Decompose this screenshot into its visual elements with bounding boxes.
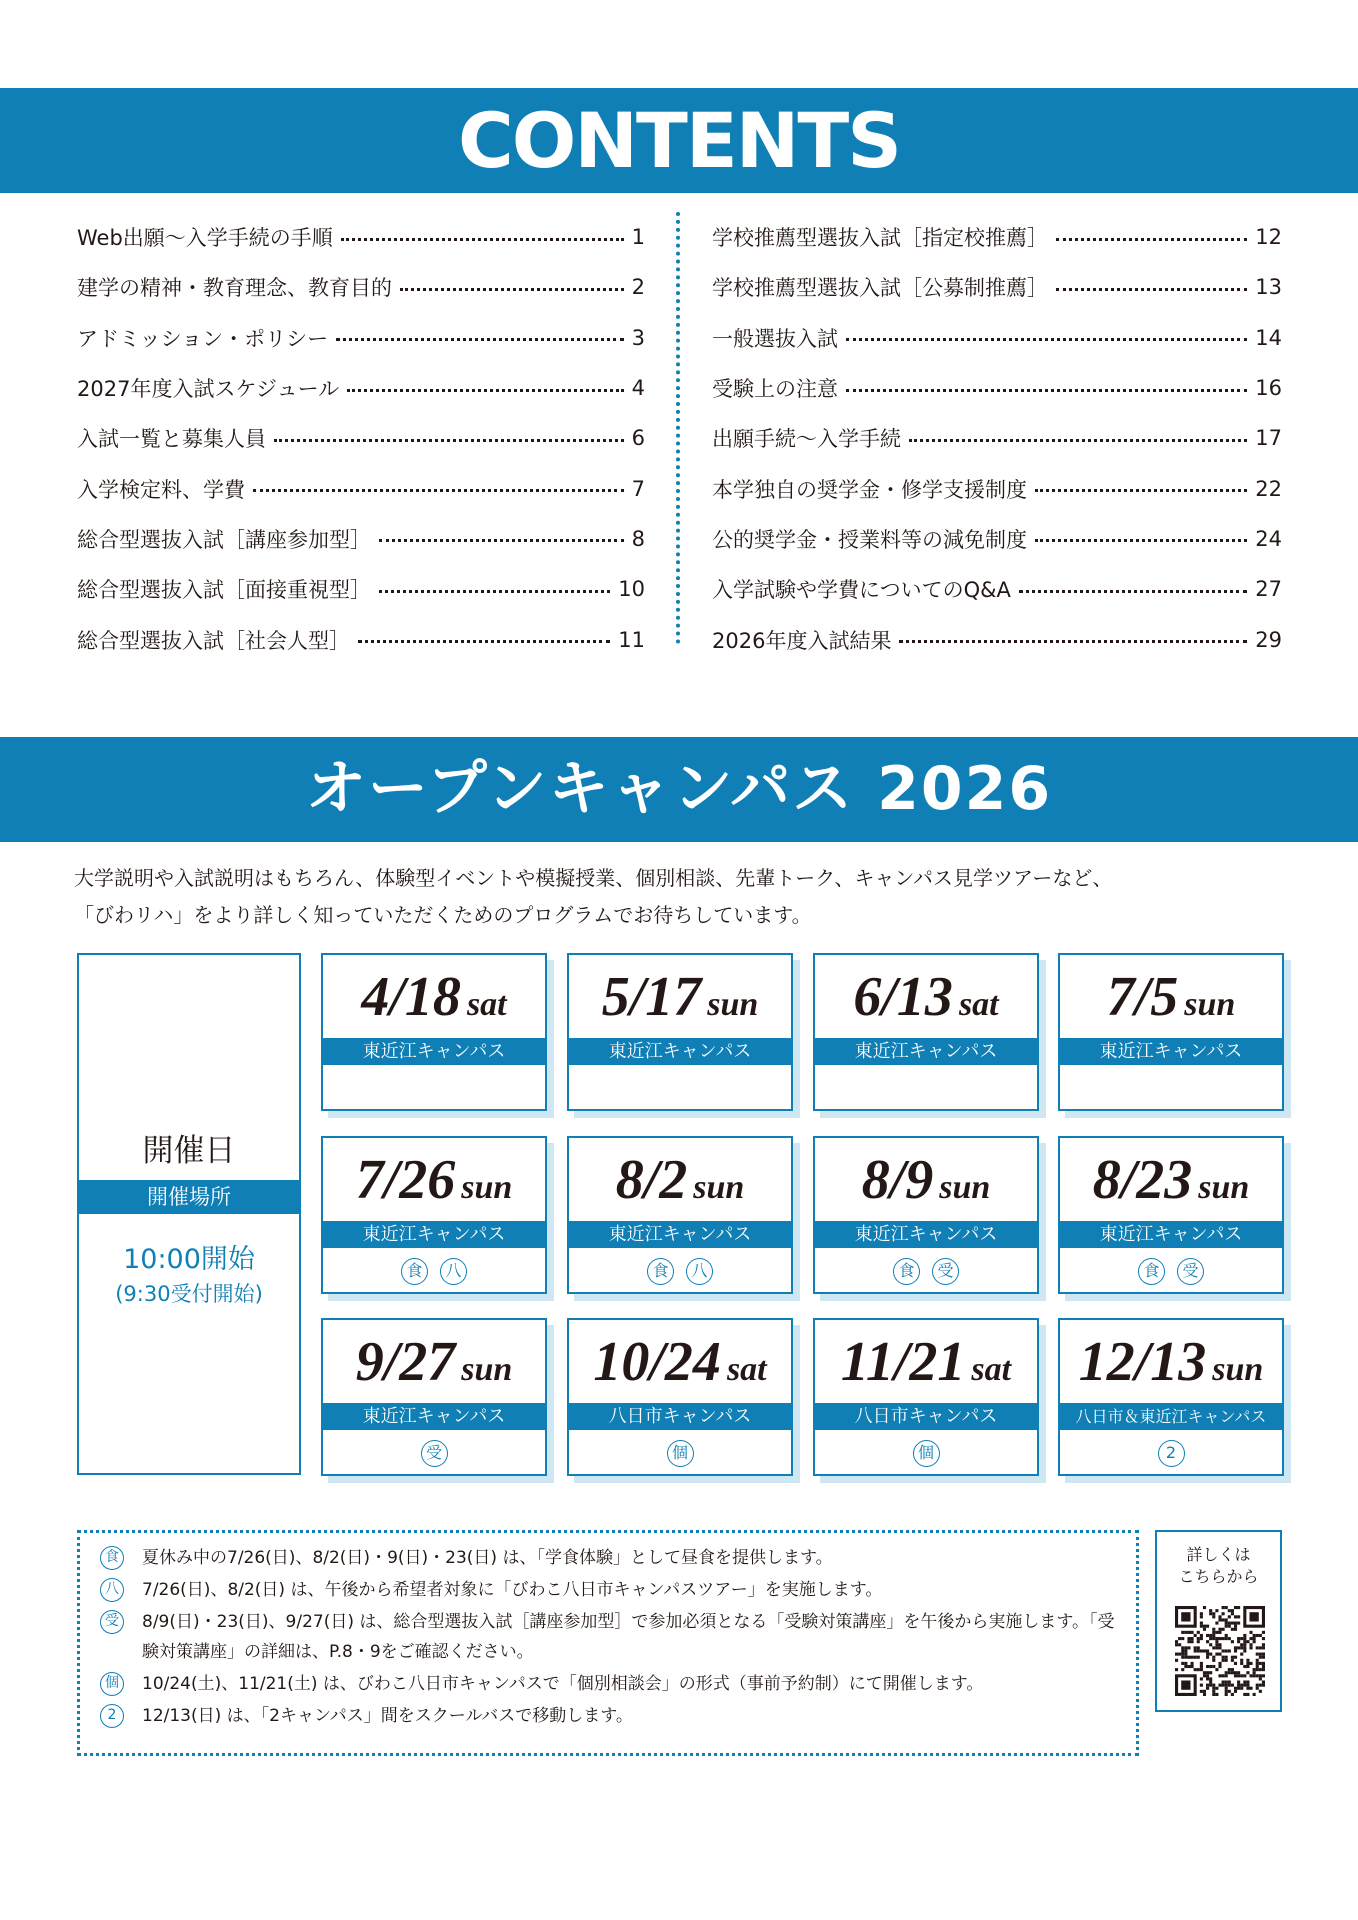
toc-item-page: 27	[1255, 577, 1282, 602]
toc-item-title: 2026年度入試結果	[712, 628, 892, 653]
note-item	[100, 1543, 1122, 1573]
toc-leader-dots	[379, 539, 624, 542]
toc-item[interactable]	[77, 212, 645, 262]
event-icons	[569, 1440, 791, 1467]
toc-item-title: 総合型選抜入試［面接重視型］	[77, 578, 371, 603]
note-text: 12/13(日) は、「2キャンパス」間をスクールバスで移動します。	[142, 1706, 633, 1726]
event-date-card	[813, 953, 1039, 1111]
note-text: 8/9(日)・23(日)、9/27(日) は、総合型選抜入試［講座参加型］で参加必須となる「受験対策講座」を午後から実施します。「受験対策講座」の詳細は、P.8・9をご確認ください。	[142, 1612, 1115, 1662]
toc-item-title: アドミッション・ポリシー	[77, 326, 329, 351]
toc-item-page: 13	[1255, 275, 1282, 300]
toc-item[interactable]	[712, 564, 1282, 614]
event-weekday: sat	[726, 1351, 767, 1388]
event-date	[1060, 1148, 1282, 1220]
event-weekday: sun	[461, 1351, 513, 1388]
intro-line-1: 大学説明や入試説明はもちろん、体験型イベントや模擬授業、個別相談、先輩トーク、キャンパス見学ツアーなど、	[74, 866, 1113, 890]
event-date-card	[813, 1136, 1039, 1294]
toc-item[interactable]	[77, 564, 645, 614]
event-date	[569, 965, 791, 1037]
toc-item-page: 11	[618, 627, 645, 652]
event-date-value: 8/23	[1092, 1149, 1193, 1211]
note-item	[100, 1575, 1122, 1605]
note-item	[100, 1669, 1122, 1699]
event-campus: 東近江キャンパス	[323, 1403, 545, 1430]
note-item	[100, 1701, 1122, 1731]
event-icon-個-icon: 個	[667, 1440, 694, 1467]
event-date-value: 4/18	[361, 966, 461, 1028]
toc-item-page: 22	[1255, 476, 1282, 501]
event-date	[815, 1330, 1037, 1402]
event-date	[569, 1330, 791, 1402]
toc-item-page: 24	[1255, 526, 1282, 551]
toc-item-page: 7	[631, 476, 645, 501]
toc-item[interactable]	[712, 614, 1282, 664]
event-icon-八-icon: 八	[686, 1258, 713, 1285]
event-date-card	[813, 1318, 1039, 1476]
event-weekday: sat	[466, 986, 507, 1023]
event-weekday: sun	[461, 1169, 513, 1206]
event-date-value: 9/27	[355, 1331, 456, 1393]
event-date	[1060, 965, 1282, 1037]
event-date-card	[321, 1318, 547, 1476]
note-icon-2-icon: 2	[100, 1704, 124, 1728]
legend-start-time: 10:00開始	[123, 1244, 255, 1275]
toc-item-page: 10	[618, 577, 645, 602]
toc-item[interactable]	[77, 363, 645, 413]
event-icon-受-icon: 受	[932, 1258, 959, 1285]
event-weekday: sat	[971, 1351, 1012, 1388]
legend-place-label: 開催場所	[79, 1180, 299, 1214]
toc-item[interactable]	[77, 514, 645, 564]
legend-box	[77, 953, 301, 1475]
toc-item-title: 建学の精神・教育理念、教育目的	[77, 276, 392, 301]
toc-leader-dots	[358, 640, 610, 643]
toc-item-page: 14	[1255, 325, 1282, 350]
event-icon-食-icon: 食	[401, 1258, 428, 1285]
toc-item-title: 総合型選抜入試［講座参加型］	[77, 527, 371, 552]
event-date-value: 8/2	[615, 1149, 688, 1211]
event-campus: 八日市キャンパス	[815, 1403, 1037, 1430]
toc-leader-dots	[379, 590, 610, 593]
toc-item[interactable]	[77, 463, 645, 513]
event-campus: 八日市＆東近江キャンパス	[1060, 1403, 1282, 1430]
note-icon-八-icon: 八	[100, 1578, 124, 1602]
toc-item-title: 入試一覧と募集人員	[77, 427, 266, 452]
event-date-value: 11/21	[840, 1331, 966, 1393]
event-date	[815, 965, 1037, 1037]
note-icon-受-icon: 受	[100, 1610, 124, 1634]
event-icon-受-icon: 受	[421, 1440, 448, 1467]
event-date-value: 7/26	[355, 1149, 456, 1211]
event-campus: 東近江キャンパス	[815, 1221, 1037, 1248]
toc-leader-dots	[1035, 489, 1247, 492]
toc-leader-dots	[274, 439, 624, 442]
toc-item-page: 2	[631, 275, 645, 300]
event-campus: 東近江キャンパス	[323, 1038, 545, 1065]
event-icons	[323, 1440, 545, 1467]
toc-leader-dots	[253, 489, 624, 492]
toc-leader-dots	[899, 640, 1247, 643]
toc-item-page: 29	[1255, 627, 1282, 652]
event-icon-食-icon: 食	[647, 1258, 674, 1285]
toc-leader-dots	[846, 389, 1247, 392]
event-campus: 東近江キャンパス	[569, 1221, 791, 1248]
toc-item-title: 学校推薦型選抜入試［公募制推薦］	[712, 276, 1048, 301]
toc-leader-dots	[846, 338, 1247, 341]
open-campus-intro	[74, 860, 1294, 934]
toc-item-page: 8	[631, 526, 645, 551]
event-date	[815, 1148, 1037, 1220]
toc-item[interactable]	[77, 413, 645, 463]
toc-item-page: 17	[1255, 426, 1282, 451]
toc-item-title: 出願手続〜入学手続	[712, 427, 901, 452]
event-campus: 東近江キャンパス	[323, 1221, 545, 1248]
event-weekday: sun	[707, 986, 759, 1023]
toc-item-title: 一般選抜入試	[712, 326, 838, 351]
event-date	[569, 1148, 791, 1220]
toc-item[interactable]	[712, 514, 1282, 564]
toc-item[interactable]	[712, 212, 1282, 262]
toc-item-page: 12	[1255, 225, 1282, 250]
contents-header: CONTENTS	[0, 88, 1358, 193]
toc-item-page: 3	[631, 325, 645, 350]
toc-item-page: 4	[631, 376, 645, 401]
toc-item[interactable]	[77, 262, 645, 312]
event-icons	[815, 1440, 1037, 1467]
toc-left-column	[77, 212, 645, 665]
toc-item-title: 公的奨学金・授業料等の減免制度	[712, 527, 1027, 552]
event-icons	[569, 1258, 791, 1285]
toc-leader-dots	[1019, 590, 1247, 593]
qr-label-line: こちらから	[1178, 1567, 1259, 1586]
event-date-value: 10/24	[593, 1331, 721, 1393]
notes-box	[77, 1530, 1139, 1756]
toc-item-title: 入学試験や学費についてのQ&A	[712, 578, 1011, 603]
event-date-value: 12/13	[1078, 1331, 1207, 1393]
event-date	[1060, 1330, 1282, 1402]
toc-item-title: 入学検定料、学費	[77, 477, 245, 502]
toc-item-title: 学校推薦型選抜入試［指定校推薦］	[712, 226, 1048, 251]
toc-item-title: 総合型選抜入試［社会人型］	[77, 628, 350, 653]
toc-leader-dots	[347, 389, 623, 392]
toc-item[interactable]	[712, 363, 1282, 413]
toc-leader-dots	[1056, 238, 1247, 241]
event-campus: 東近江キャンパス	[569, 1038, 791, 1065]
event-campus: 東近江キャンパス	[1060, 1221, 1282, 1248]
toc-leader-dots	[336, 338, 623, 341]
event-icon-受-icon: 受	[1177, 1258, 1204, 1285]
toc-item[interactable]	[712, 463, 1282, 513]
toc-leader-dots	[400, 288, 624, 291]
toc-item-title: 受験上の注意	[712, 377, 838, 402]
toc-item-page: 16	[1255, 376, 1282, 401]
event-icon-個-icon: 個	[913, 1440, 940, 1467]
event-date-card	[567, 1318, 793, 1476]
toc-item-title: 2027年度入試スケジュール	[77, 377, 340, 402]
event-icons	[1060, 1258, 1282, 1285]
event-icon-食-icon: 食	[1138, 1258, 1165, 1285]
event-date-card	[567, 953, 793, 1111]
toc-item[interactable]	[712, 313, 1282, 363]
event-campus: 八日市キャンパス	[569, 1403, 791, 1430]
event-date-value: 8/9	[861, 1149, 934, 1211]
event-date-card	[567, 1136, 793, 1294]
event-date-card	[1058, 1318, 1284, 1476]
event-date-card	[1058, 953, 1284, 1111]
event-date-value: 5/17	[601, 966, 702, 1028]
event-weekday: sun	[1212, 1351, 1264, 1388]
event-campus: 東近江キャンパス	[815, 1038, 1037, 1065]
note-text: 7/26(日)、8/2(日) は、午後から希望者対象に「びわこ八日市キャンパスツアー」を実施します。	[142, 1580, 883, 1600]
toc-item[interactable]	[712, 262, 1282, 312]
toc-leader-dots	[1035, 539, 1247, 542]
event-campus: 東近江キャンパス	[1060, 1038, 1282, 1065]
qr-label	[1157, 1544, 1280, 1588]
qr-label-line: 詳しくは	[1186, 1545, 1251, 1564]
event-weekday: sun	[1184, 986, 1236, 1023]
event-date-card	[321, 1136, 547, 1294]
event-date	[323, 1148, 545, 1220]
note-item	[100, 1607, 1122, 1667]
toc-right-column	[712, 212, 1282, 665]
toc-item-title: 本学独自の奨学金・修学支援制度	[712, 477, 1027, 502]
event-weekday: sun	[693, 1169, 745, 1206]
event-icons	[1060, 1440, 1282, 1467]
note-icon-食-icon: 食	[100, 1546, 124, 1570]
event-icons	[815, 1258, 1037, 1285]
event-date-card	[321, 953, 547, 1111]
toc-leader-dots	[909, 439, 1247, 442]
note-icon-個-icon: 個	[100, 1672, 124, 1696]
event-icon-八-icon: 八	[440, 1258, 467, 1285]
event-icons	[323, 1258, 545, 1285]
toc-divider	[676, 212, 680, 644]
event-weekday: sun	[939, 1169, 991, 1206]
event-date	[323, 965, 545, 1037]
open-campus-header: オープンキャンパス 2026	[0, 737, 1358, 842]
toc-item-page: 1	[631, 225, 645, 250]
qr-code-icon[interactable]	[1175, 1606, 1265, 1696]
event-icon-食-icon: 食	[893, 1258, 920, 1285]
event-date	[323, 1330, 545, 1402]
toc-item[interactable]	[712, 413, 1282, 463]
event-date-value: 7/5	[1106, 966, 1179, 1028]
event-weekday: sun	[1198, 1169, 1250, 1206]
intro-line-2: 「びわリハ」をより詳しく知っていただくためのプログラムでお待ちしています。	[74, 903, 812, 927]
legend-reception-time: (9:30受付開始)	[115, 1282, 263, 1306]
event-date-value: 6/13	[853, 966, 953, 1028]
toc-item-title: Web出願〜入学手続の手順	[77, 226, 333, 251]
note-text: 10/24(土)、11/21(土) は、びわこ八日市キャンパスで「個別相談会」の形式（事前予約制）にて開催します。	[142, 1674, 984, 1694]
event-icon-2-icon: 2	[1158, 1440, 1185, 1467]
toc-leader-dots	[341, 238, 624, 241]
toc-leader-dots	[1056, 288, 1247, 291]
event-date-card	[1058, 1136, 1284, 1294]
legend-date-label: 開催日	[142, 1133, 236, 1169]
event-weekday: sat	[958, 986, 999, 1023]
toc-item[interactable]	[77, 614, 645, 664]
toc-item-page: 6	[631, 426, 645, 451]
qr-box[interactable]	[1155, 1530, 1282, 1712]
toc-item[interactable]	[77, 313, 645, 363]
note-text: 夏休み中の7/26(日)、8/2(日)・9(日)・23(日) は、「学食体験」として昼食を提供します。	[142, 1548, 833, 1568]
